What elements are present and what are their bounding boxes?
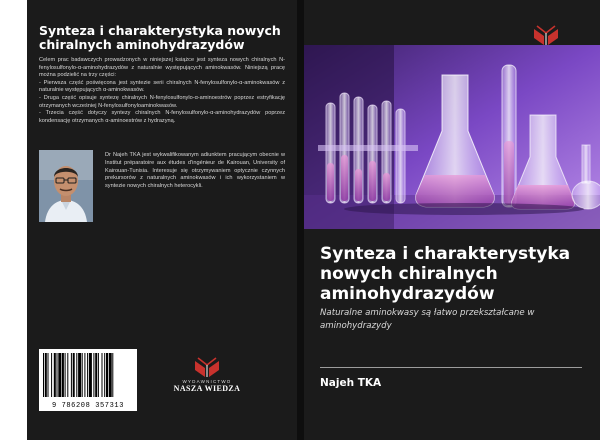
isbn-barcode <box>39 349 137 411</box>
description-paragraph: - Pierwsza część poświęcona jest syntezie serii chiralnych N-fenylosulfonylo-α-aminokwasów z naturalnie występujących α-aminokwasów. <box>39 79 285 94</box>
book-logo-icon <box>192 356 222 378</box>
divider <box>320 367 582 368</box>
front-cover <box>304 0 600 440</box>
publisher-name: NASZA WIEDZA <box>173 384 241 393</box>
front-cover-subtitle: Naturalne aminokwasy są łatwo przekształcane w aminohydrazydy <box>320 308 535 331</box>
description-paragraph: - Trzecia część dotyczy syntezy chiralnych N-fenylosulfonylo-α-aminohydrazydów poprzez kondensację otrzymanych α-aminoestrów z hydrazyną. <box>39 110 285 124</box>
back-cover <box>27 0 297 440</box>
description-paragraph: - Druga część opisuje syntezę chiralnych N-fenylosulfonylo-α-aminoestrów poprzez estryfikację otrzymanych wcześniej N-fenylosulfonyloaminokwasów. <box>39 94 285 109</box>
back-cover-description <box>39 57 285 125</box>
book-spine <box>297 0 304 440</box>
isbn-digits: 9 786208 357313 <box>51 402 124 410</box>
author-photo <box>39 150 93 222</box>
publisher-line1: WYDAWNICTWO <box>182 379 232 384</box>
publisher-logo <box>167 356 247 393</box>
author-bio: Dr Najeh TKA jest wykwalifikowanym adiunktem pracującym obecnie w Institut préparatoire aux études d'ingénieur de Kairouan, University of Kairouan-Tunisia. Interesuje się otrzymywaniem optycznie czynnych prekursorów z naturalnych aminokwasów i ich wykorzystaniem w syntezie nowych chiralnych heterocykli. <box>105 152 285 190</box>
description-paragraph: Celem prac badawczych prowadzonych w niniejszej książce jest synteza nowych chiralnych N-fenylosulfonylo-α-aminohydrazydów z naturalnie występujących aminokwasów. Niniejszą pracę można podzielić na trzy części: <box>39 57 285 79</box>
cover-photo-laboratory-glassware <box>304 45 600 229</box>
back-cover-title: Synteza i charakterystyka nowych chiralnych aminohydrazydów <box>39 23 281 52</box>
front-cover-title: Synteza i charakterystyka nowych chiralnych aminohydrazydów <box>320 244 571 304</box>
book-logo-icon <box>531 24 561 46</box>
barcode-bars <box>39 349 137 401</box>
front-cover-author: Najeh TKA <box>320 377 382 389</box>
